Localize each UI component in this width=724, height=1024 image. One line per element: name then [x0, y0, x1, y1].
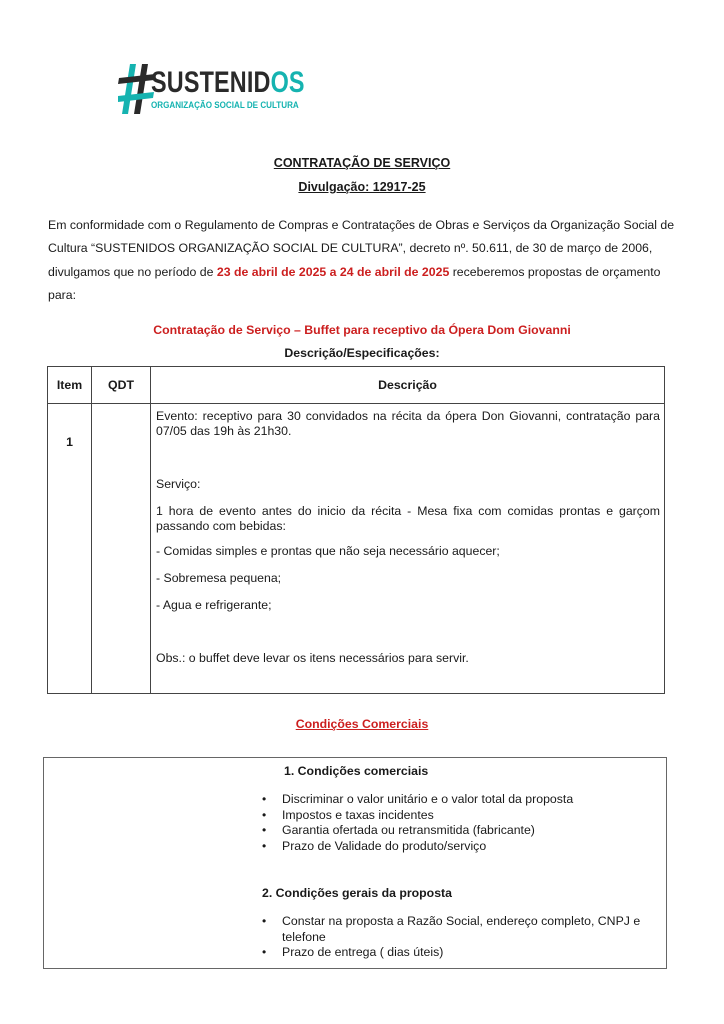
desc-drinks: - Agua e refrigerante;: [156, 598, 272, 612]
sustenidos-logo: [118, 62, 305, 118]
header-qdt: QDT: [92, 367, 151, 404]
logo-subtitle: ORGANIZAÇÃO SOCIAL DE CULTURA: [151, 100, 299, 111]
section2-list: [256, 914, 646, 961]
service-title: Contratação de Serviço – Buffet para receptivo da Ópera Dom Giovanni: [153, 323, 571, 337]
section1-title: 1. Condições comerciais: [284, 764, 429, 778]
header-description: Descrição: [151, 367, 665, 404]
conditions-box: [43, 757, 667, 969]
desc-event: Evento: receptivo para 30 convidados na récita da ópera Don Giovanni, contratação para 07/05 das 19h às 21h30.: [156, 409, 660, 438]
disclosure-number: Divulgação: 12917-25: [298, 180, 426, 194]
proposal-period: 23 de abril de 2025 a 24 de abril de 2025: [216, 264, 450, 279]
list-item: • Prazo de entrega ( dias úteis): [256, 945, 646, 961]
list-item: • Impostos e taxas incidentes: [256, 808, 646, 824]
desc-obs: Obs.: o buffet deve levar os itens necessários para servir.: [156, 651, 469, 665]
logo-wordmark: SUSTENIDOS: [151, 66, 305, 99]
table-row: [48, 404, 665, 694]
commercial-heading: Condições Comerciais: [295, 717, 429, 731]
table-header-row: [48, 367, 665, 404]
spec-heading: Descrição/Especificações:: [284, 346, 440, 360]
desc-food: - Comidas simples e prontas que não seja necessário aquecer;: [156, 544, 500, 558]
desc-dessert: - Sobremesa pequena;: [156, 571, 282, 585]
header-item: Item: [48, 367, 92, 404]
desc-service-label: Serviço:: [156, 477, 201, 491]
item-number: 1: [48, 404, 92, 694]
list-item: • Prazo de Validade do produto/serviço: [256, 839, 646, 855]
description-cell: [151, 404, 665, 694]
section2-title: 2. Condições gerais da proposta: [262, 886, 452, 900]
spec-table: [47, 366, 665, 694]
intro-paragraph: Em conformidade com o Regulamento de Compras e Contratações de Obras e Serviços da Organização Social de Cultura “SUSTENIDOS ORGANIZAÇÃO SOCIAL DE CULTURA”, decreto nº. 50.611, de 30 de março de 2006, divulgamos que no período de 23 de abril de 2025 a 24 de abril de 2025 receberemos propostas de orçamento para:: [48, 218, 675, 302]
qdt-cell: [92, 404, 151, 694]
desc-service-detail: 1 hora de evento antes do inicio da récita - Mesa fixa com comidas prontas e garçom passando com bebidas:: [156, 504, 660, 533]
list-item: • Constar na proposta a Razão Social, endereço completo, CNPJ e telefone: [256, 914, 646, 945]
document-title: CONTRATAÇÃO DE SERVIÇO: [273, 156, 451, 170]
list-item: • Discriminar o valor unitário e o valor total da proposta: [256, 792, 646, 808]
list-item: • Garantia ofertada ou retransmitida (fabricante): [256, 823, 646, 839]
section1-list: [256, 792, 646, 854]
